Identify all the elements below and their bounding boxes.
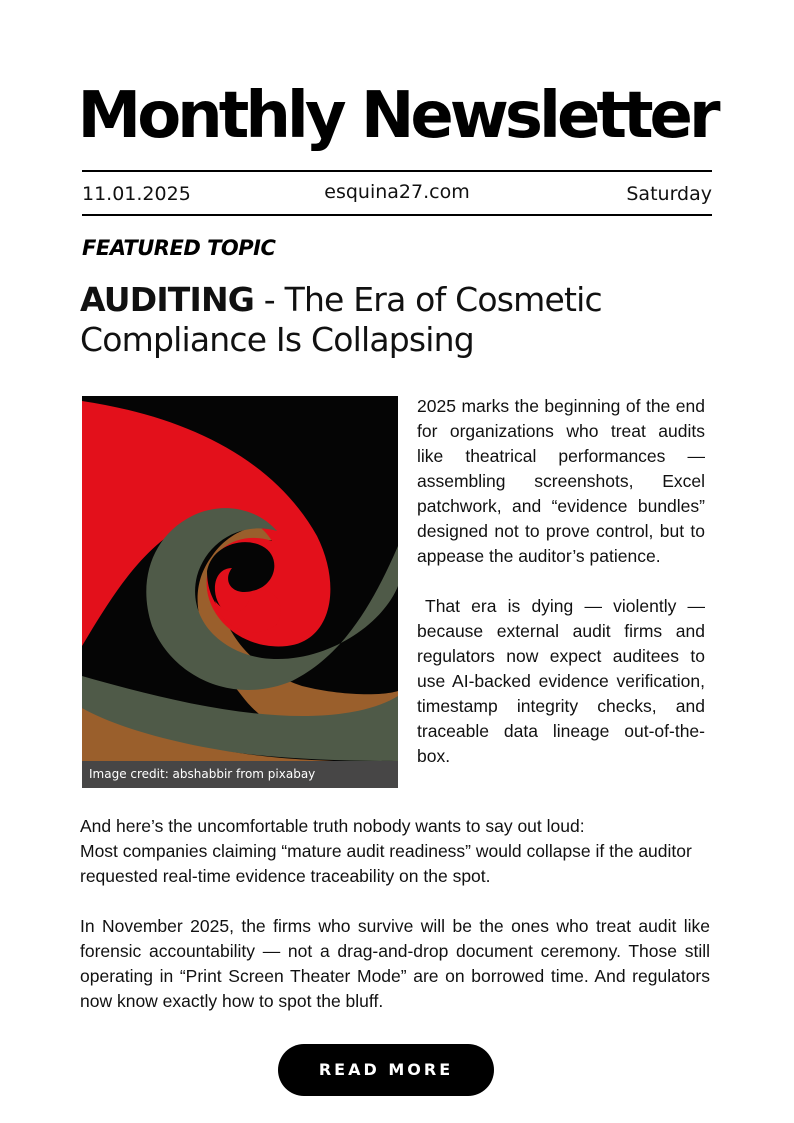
swirl-artwork	[82, 396, 398, 788]
headline-keyword: AUDITING	[80, 280, 255, 319]
article-intro	[417, 394, 705, 769]
headline-rest: - The Era of Cosmetic Compliance Is Collapsing	[80, 280, 602, 359]
issue-weekday: Saturday	[626, 183, 712, 205]
image-credit-caption: Image credit: abshabbir from pixabay	[82, 761, 398, 788]
site-link[interactable]: esquina27.com	[324, 181, 470, 203]
featured-topic-label: FEATURED TOPIC	[82, 236, 276, 260]
article-headline	[80, 280, 720, 360]
body-paragraph-truth-line-2: Most companies claiming “mature audit readiness” would collapse if the auditor requested real-time evidence traceability on the spot.	[80, 841, 692, 886]
read-more-button[interactable]: READ MORE	[278, 1044, 494, 1096]
masthead-top-rule	[82, 170, 712, 172]
intro-paragraph-1: 2025 marks the beginning of the end for organizations who treat audits like theatrical performances — assembling screenshots, Excel patchwork, and “evidence bundles” designed not to prove control, but to appease the auditor’s patience.	[417, 396, 705, 566]
body-paragraph-november: In November 2025, the firms who survive will be the ones who treat audit like forensic accountability — not a drag-and-drop document ceremony. Those still operating in “Print Screen Theater Mode” are on borrowed time. And regulators now know exactly how to spot the bluff.	[80, 916, 710, 1011]
body-paragraph-truth-line-1: And here’s the uncomfortable truth nobody wants to say out loud:	[80, 816, 585, 836]
newsletter-title: Monthly Newsletter	[77, 79, 717, 153]
article-body	[80, 814, 710, 1014]
masthead-bottom-rule	[82, 214, 712, 216]
intro-paragraph-2: That era is dying — violently — because external audit firms and regulators now expect auditees to use AI-backed evidence verification, timestamp integrity checks, and traceable data lineage out-of-the-box.	[417, 596, 705, 766]
issue-date: 11.01.2025	[82, 183, 191, 205]
featured-image	[82, 396, 398, 788]
